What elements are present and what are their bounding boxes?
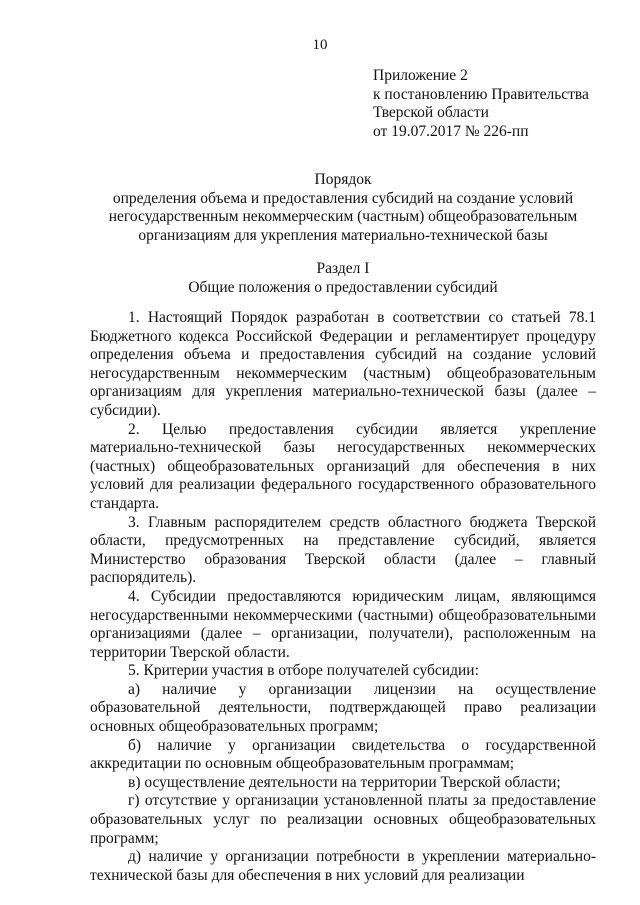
document-title [90,171,596,245]
section-label: Раздел I [316,260,370,277]
paragraph: 4. Субсидии предоставляются юридическим лицам, являющимся негосударственными некоммерческими (частными) общеобразовательными организациями (далее – организации, получатели), расположенным на территории Тверской области. [90,587,596,661]
paragraph: 3. Главным распорядителем средств областного бюджета Тверской области, предусмотренных на представление субсидий, является Министерство образования Тверской области (далее – главный распорядитель). [90,513,596,587]
body-text [90,309,596,885]
title-subtitle: определения объема и предоставления субсидий на создание условий негосударственным некоммерческим (частным) общеобразовательным организациям для укрепления материально-технической базы [108,189,578,244]
section-title: Общие положения о предоставлении субсидий [188,278,498,296]
appendix-header [373,67,623,141]
paragraph: в) осуществление деятельности на территории Тверской области; [128,773,561,791]
paragraph: а) наличие у организации лицензии на осуществление образовательной деятельности, подтверждающей право реализации основных общеобразовательных программ; [90,680,596,736]
title-heading: Порядок [314,171,372,188]
section-heading [90,260,596,297]
appendix-line: к постановлению Правительства [373,85,589,103]
appendix-line: Приложение 2 [373,67,468,84]
paragraph: б) наличие у организации свидетельства о государственной аккредитации по основным общеобразовательным программам; [90,736,596,773]
appendix-line: от 19.07.2017 № 226-пп [373,122,529,140]
paragraph: д) наличие у организации потребности в укреплении материально-технической базы для обеспечения в них условий для реализации [90,848,596,884]
paragraph: 1. Настоящий Порядок разработан в соответствии со статьей 78.1 Бюджетного кодекса Российской Федерации и регламентирует процедуру определения объема и предоставления субсидий на создание условий негосударственным некоммерческим (частным) общеобразовательным организациям для укрепления материально-технической базы (далее – субсидии). [90,309,596,419]
paragraph: 5. Критерии участия в отборе получателей субсидии: [128,662,479,680]
paragraph: г) отсутствие у организации установленной платы за предоставление образовательных услуг по реализации основных общеобразовательных программ; [90,792,596,847]
paragraph: 2. Целью предоставления субсидии является укрепление материально-технической базы негосударственных некоммерческих (частных) общеобразовательных организаций для обеспечения в них условий для реализации федерального государственного образовательного стандарта. [90,420,596,512]
appendix-line: Тверской области [373,104,489,122]
page-number: 10 [312,37,328,53]
